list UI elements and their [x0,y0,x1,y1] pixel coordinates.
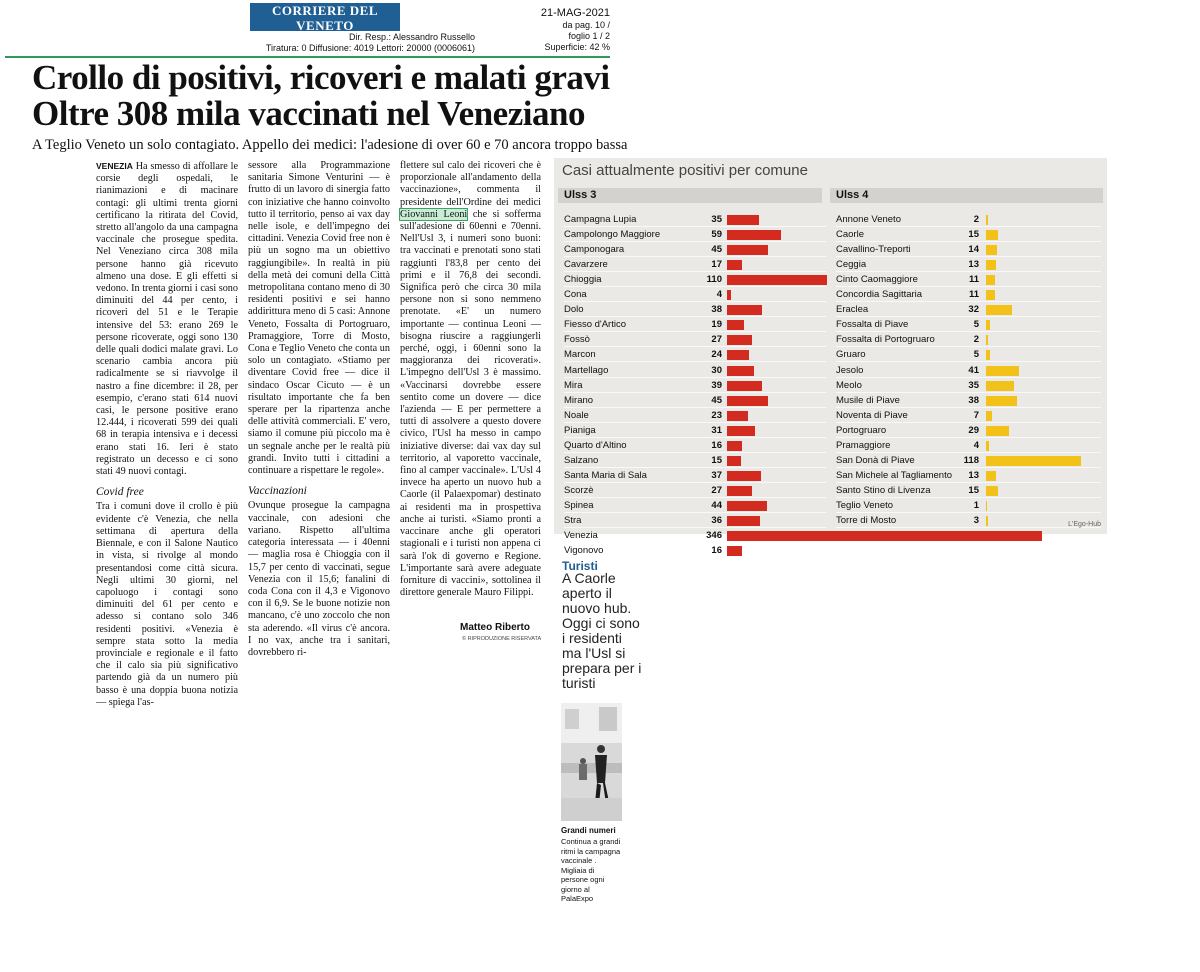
chart-category-label: San Donà di Piave [836,454,915,466]
director-line: Dir. Resp.: Alessandro Russello [348,32,475,42]
chart-value-label: 30 [711,364,722,376]
chart-value-label: 16 [711,439,722,451]
chart-row [564,333,826,347]
chart-category-label: Cona [564,289,587,301]
chart-bar [986,516,988,526]
page-from: da pag. 10 / [562,20,610,30]
column-3-paragraph-a: flettere sul calo dei ricoveri che è proporzionale all'andamento della vaccinazione», commenta il presidente dell'Ordine dei medici [400,160,541,208]
chart-bar [727,486,752,496]
chart-bar [986,320,990,330]
chart-row-divider [836,316,1101,317]
chart-category-label: Dolo [564,304,584,316]
chart-bar [727,411,748,421]
masthead-logo [250,3,400,46]
chart-bar [986,411,992,421]
sidebar-label: Turisti [562,559,598,573]
chart-category-label: Teglio Veneto [836,499,894,511]
chart-value-label: 45 [711,394,722,406]
chart-row-divider [564,256,826,257]
chart-row-divider [836,377,1101,378]
chart-row [564,288,826,302]
chart-bar [986,290,995,300]
chart-value-label: 32 [968,304,979,316]
highlighted-name: Giovanni Leoni [400,208,468,220]
chart-value-label: 37 [711,469,722,481]
photo-caption-title: Grandi numeri [561,826,616,835]
chart-category-label: Jesolo [836,364,864,376]
chart-value-label: 31 [711,424,722,436]
dateline: VENEZIA [96,161,133,171]
chart-row [836,333,1101,347]
chart-row-divider [564,497,826,498]
chart-category-label: Meolo [836,379,862,391]
chart-category-label: Mirano [564,394,594,406]
chart-bar [727,381,762,391]
sheet-number: foglio 1 / 2 [568,31,610,41]
chart-row-divider [836,437,1101,438]
column-1-paragraph-2: Tra i comuni dove il crollo è più evidente c'è Venezia, che nella settimana di apertura della Biennale, e con il Salone Nautico in vista, si rivolge al mondo presentandosi come città sicura. Negli ultimi 30 giorni, nel capoluogo i contagi sono diminuiti del 61 per cento e adesso si contano solo 346 residenti positivi. «Venezia è sempre stata sotto la media provinciale e regionale e il fatto che il calo sia più significativo partendo già da un numero più basso è una doppia buona notizia — spiega l'as- [96,501,238,708]
chart-row-divider [564,437,826,438]
chart-row-divider [836,512,1101,513]
chart-bar [986,335,988,345]
chart-row-divider [836,346,1101,347]
chart-row-divider [836,422,1101,423]
chart-value-label: 1 [973,499,979,511]
chart-value-label: 2 [973,334,979,346]
chart-row [564,364,826,378]
chart-value-label: 346 [706,530,722,542]
chart-value-label: 38 [968,394,979,406]
chart-bar [727,215,759,225]
chart-bar [986,215,988,225]
chart-value-label: 15 [711,454,722,466]
chart-bar [986,305,1012,315]
chart-bar [986,486,998,496]
chart-row [564,469,826,483]
chart-category-label: Camponogara [564,244,625,256]
chart-category-label: Campolongo Maggiore [564,229,661,241]
chart-value-label: 39 [711,379,722,391]
chart-row-divider [564,301,826,302]
article-column-3 [400,160,541,599]
chart-value-label: 35 [968,379,979,391]
chart-value-label: 35 [711,214,722,225]
chart-category-label: Musile di Piave [836,394,900,406]
article-column-1 [96,160,238,709]
chart-bar [727,471,761,481]
circulation-line: Tiratura: 0 Diffusione: 4019 Lettori: 20000 (0006061) [265,43,475,53]
column-2-paragraph-2: Ovunque prosegue la campagna vaccinale, con adesioni che variano. Rispetto all'ultima categoria interessata — i 40enni — maglia rosa è Chioggia con il 15,7 per cento di vaccinati, segue Venezia con il 15,6; fanalini di coda Cona con il 4,3 e Vigonovo con il 6,9. Se le buone notizie non mancano, c'è uno zoccolo che non sta aderendo. «Il virus c'è ancora. I no vax, anche tra i sanitari, dovrebbero ri- [248,500,390,658]
chart-category-label: Pramaggiore [836,439,891,451]
chart-category-label: Eraclea [836,304,869,316]
chart-category-label: Pianiga [564,424,596,436]
chart-row [836,439,1101,453]
chart-category-label: Santo Stino di Livenza [836,484,931,496]
chart-row [836,288,1101,302]
chart-bar [727,396,768,406]
chart-row-divider [564,467,826,468]
copyright-note: © RIPRODUZIONE RISERVATA [462,636,542,642]
chart-category-label: Cavarzere [564,259,608,271]
chart-category-label: Santa Maria di Sala [564,469,647,481]
chart-row-divider [564,422,826,423]
chart-row [836,228,1101,242]
subheading-vaccinazioni: Vaccinazioni [248,485,307,498]
chart-value-label: 13 [968,259,979,271]
positives-chart [554,158,1107,557]
chart-bar [727,516,760,526]
chart-value-label: 27 [711,334,722,346]
subheading-covid-free: Covid free [96,486,144,499]
chart-row [564,228,826,242]
chart-row-divider [564,512,826,513]
chart-row-divider [836,361,1101,362]
chart-category-label: Vigonovo [564,545,604,557]
headline-line-1: Crollo di positivi, ricoveri e malati gravi [32,58,610,97]
chart-category-label: Cavallino-Treporti [836,244,911,256]
chart-value-label: 15 [968,229,979,241]
chart-category-label: Salzano [564,454,599,466]
chart-category-label: Portogruaro [836,424,887,436]
chart-value-label: 44 [711,499,722,511]
chart-row-divider [836,241,1101,242]
chart-row [564,213,826,227]
chart-category-label: Stra [564,515,582,526]
chart-row [564,454,826,468]
chart-category-label: Caorle [836,229,864,241]
chart-row-divider [836,271,1101,272]
chart-value-label: 15 [968,484,979,496]
chart-category-label: Fiesso d'Artico [564,319,627,331]
chart-row [836,499,1101,513]
chart-category-label: Scorzè [564,484,594,496]
chart-row-divider [836,286,1101,287]
chart-category-label: Cinto Caomaggiore [836,274,918,286]
chart-category-label: Gruaro [836,349,866,361]
chart-row [836,364,1101,378]
chart-bar [727,546,742,556]
chart-bar [986,230,998,240]
chart-row [836,469,1101,483]
chart-category-label: Annone Veneto [836,214,901,225]
chart-row [564,258,826,272]
chart-value-label: 5 [973,319,979,331]
chart-bar [727,320,744,330]
chart-row-divider [836,392,1101,393]
chart-row [564,303,826,317]
chart-row-divider [836,331,1101,332]
chart-row [564,514,826,528]
chart-row [564,318,826,332]
vaccination-hub-photo [561,703,622,821]
header-page-info [505,6,610,53]
chart-bar [986,260,996,270]
chart-bar [986,350,990,360]
chart-category-label: San Michele al Tagliamento [836,469,953,481]
chart-row-divider [564,527,826,528]
chart-value-label: 16 [711,545,722,557]
chart-bar [727,275,827,285]
chart-bar [727,305,762,315]
chart-value-label: 4 [973,439,979,451]
masthead-edition: VENEZIA E MESTRE [269,32,381,46]
chart-row-divider [836,226,1101,227]
chart-row-divider [836,301,1101,302]
chart-row-divider [836,527,1101,528]
photo-caption-text: Continua a grandi ritmi la campagna vaccinale . Migliaia di persone ogni giorno al PalaExpo [561,837,621,903]
chart-row-divider [564,346,826,347]
chart-category-label: Fossalta di Piave [836,319,909,331]
chart-value-label: 11 [968,274,979,286]
chart-value-label: 7 [973,409,979,421]
chart-value-label: 23 [711,409,722,421]
chart-row-divider [564,361,826,362]
chart-row [836,303,1101,317]
chart-row [836,379,1101,393]
chart-category-label: Mira [564,379,583,391]
chart-category-label: Martellago [564,364,609,376]
chart-row [836,213,1101,227]
chart-title: Casi attualmente positivi per comune [562,162,808,179]
chart-bar [727,335,752,345]
chart-bar [986,426,1009,436]
chart-value-label: 118 [963,454,979,466]
chart-value-label: 2 [973,214,979,225]
issue-date: 21-MAG-2021 [540,7,610,19]
chart-row [564,499,826,513]
chart-row [836,409,1101,423]
chart-bar [986,396,1017,406]
chart-row-divider [564,286,826,287]
chart-row [836,348,1101,362]
chart-row [836,273,1101,287]
chart-row [836,424,1101,438]
chart-bar [727,441,742,451]
chart-row-divider [564,271,826,272]
chart-row [836,514,1101,528]
chart-value-label: 59 [711,229,722,241]
article-headline [32,60,622,132]
chart-row [564,394,826,408]
article-subhead: A Teglio Veneto un solo contagiato. Appello dei medici: l'adesione di over 60 e 70 ancora troppo bassa [32,137,628,153]
chart-category-label: Torre di Mosto [836,515,897,526]
chart-category-label: Spinea [564,499,594,511]
chart-value-label: 24 [711,349,722,361]
chart-value-label: 19 [711,319,722,331]
chart-row [564,409,826,423]
chart-value-label: 29 [968,424,979,436]
chart-row-divider [836,256,1101,257]
chart-row-divider [564,226,826,227]
chart-row-divider [564,377,826,378]
chart-row-divider [564,452,826,453]
chart-row-divider [564,557,826,558]
chart-row [564,544,826,558]
chart-category-label: Concordia Sagittaria [836,289,923,301]
chart-bar [986,275,995,285]
chart-bar [727,366,754,376]
chart-credit: L'Ego-Hub [1068,521,1101,528]
chart-bar [986,245,997,255]
headline-line-2: Oltre 308 mila vaccinati nel Veneziano [32,94,585,133]
header-meta [240,32,475,54]
chart-bar [727,501,767,511]
chart-row-divider [564,241,826,242]
chart-row [564,243,826,257]
chart-bar [727,350,749,360]
chart-category-label: Quarto d'Altino [564,439,627,451]
chart-row [564,348,826,362]
chart-row-divider [836,407,1101,408]
surface-percent: Superficie: 42 % [544,42,610,52]
column-1-paragraph-1: Ha smesso di affollare le corsie degli ospedali, le rianimazioni e di macinare contagi: gli ultimi trenta giorni certificano la ritirata del Covid, stretto all'angolo da una campagna vaccinale che prosegue spedita. Nel Veneziano circa 308 mila persone hanno già ricevuto almeno una dose. E gli effetti si vedono. In trenta giorni i casi sono diminuiti del 44 per cento, i ricoveri del 51 e le Terapie intensive del 53: erano 269 le persone ricoverate, oggi sono 130 delle quali dodici malate gravi. Lo scenario cambia ancora più radicalmente se si riavvolge il nastro a fine dicembre: il 28, per esempio, c'erano stati 614 nuovi casi, le persone positive erano 12.444, i ricoverati 599 dei quali 68 in terapia intensiva e i decessi erano stati 16. Ieri è stato registrato un decesso e ci sono stati 49 nuovi contagi. [96,161,239,478]
chart-bar [986,456,1081,466]
chart-row [836,243,1101,257]
chart-category-label: Fossò [564,334,590,346]
chart-row [836,258,1101,272]
byline: Matteo Riberto [460,622,530,633]
chart-row [564,273,826,287]
chart-value-label: 27 [711,484,722,496]
article-column-2 [248,160,390,659]
chart-row [836,454,1101,468]
chart-row-divider [564,316,826,317]
chart-row-divider [836,497,1101,498]
chart-value-label: 36 [711,515,722,526]
chart-category-label: Marcon [564,349,596,361]
masthead-name: CORRIERE DEL VENETO [271,3,379,33]
sidebar-text: A Caorle aperto il nuovo hub. Oggi ci sono i residenti ma l'Usl si prepara per i turisti [562,570,642,691]
chart-row-divider [564,542,826,543]
chart-row [564,424,826,438]
chart-category-label: Campagna Lupia [564,214,637,225]
chart-row [564,529,826,543]
chart-value-label: 45 [711,244,722,256]
chart-category-label: Noale [564,409,589,421]
panel-header-ulss4: Ulss 4 [830,188,1103,203]
chart-row [564,439,826,453]
chart-row-divider [564,392,826,393]
chart-bar [986,441,989,451]
chart-bar [727,456,741,466]
chart-value-label: 41 [968,364,979,376]
chart-row-divider [836,452,1101,453]
chart-bar [986,366,1019,376]
chart-row [836,394,1101,408]
chart-category-label: Ceggia [836,259,867,271]
chart-bar [986,471,996,481]
chart-bar [727,290,731,300]
chart-row-divider [564,407,826,408]
chart-bar [986,501,987,511]
panel-header-ulss3: Ulss 3 [558,188,822,203]
column-2-paragraph-1: sessore alla Programmazione sanitaria Simone Venturini — è frutto di un lavoro di sinergia fatto con iniziative che hanno coinvolto tutto il territorio, penso ai vax day nelle isole, e dell'impegno dei cittadini. Venezia Covid free non è più un sogno ma un obiettivo raggiungibile». In realtà in più della metà dei comuni della Città metropolitana contano meno di 30 residenti positivi e sei hanno addirittura meno di 5 casi: Annone Veneto, Fossalta di Portogruaro, Pramaggiore, Torre di Mosto, Cona e Teglio Veneto che conta un solo un contagiato. «Stiamo per diventare Covid free — dice il sindaco Oscar Cicuto — è un risultato importante che fa ben sperare per la ripartenza anche delle attività commerciali. E' vero, siamo il comune più piccolo ma è un segnale anche per le realtà più grandi. Invito tutti i cittadini a continuare a rispettare le regole». [248,160,390,477]
chart-value-label: 14 [968,244,979,256]
chart-bar [727,426,755,436]
chart-row [564,484,826,498]
chart-row-divider [836,467,1101,468]
chart-category-label: Chioggia [564,274,602,286]
chart-row [836,318,1101,332]
chart-bar [727,230,781,240]
chart-bar [727,245,768,255]
chart-category-label: Noventa di Piave [836,409,908,421]
chart-bar [727,260,742,270]
chart-value-label: 110 [706,274,722,286]
chart-row-divider [836,482,1101,483]
chart-category-label: Venezia [564,530,598,542]
chart-category-label: Fossalta di Portogruaro [836,334,935,346]
chart-value-label: 38 [711,304,722,316]
chart-bar [986,381,1014,391]
chart-value-label: 5 [973,349,979,361]
chart-value-label: 11 [968,289,979,301]
chart-bar [727,531,1042,541]
chart-value-label: 4 [716,289,722,301]
chart-value-label: 17 [711,259,722,271]
chart-row [564,379,826,393]
chart-row-divider [564,331,826,332]
column-3-paragraph-b: che si sofferma sull'adesione di 60enni e 70enni. Nell'Usl 3, i numeri sono buoni: tra vaccinati e prenotati sono stati raggiunti l'83,8 per cento dei primi e il 76,8 dei secondi. Significa però che circa 30 mila persone non si sono nemmeno prenotate. «E' un numero importante — continua Leoni — bisogna riuscire a raggiungerli perché, oggi, i 60enni sono la maggioranza dei ricoverati». L'impegno dell'Usl 3 è massimo. «Vaccinarsi dovrebbe essere sentito come un dovere — dice l'azienda — E per permettere a tutti di assolvere a questo dovere civico, l'Usl ha messo in campo iniziative diverse: dai vax day sul territorio, al vaporetto vaccinale, fino al camper vaccinale». L'Usl 4 invece ha aperto un nuovo hub a Caorle (il Palaexpomar) destinato ai residenti ma in prospettiva anche ai turisti. «Siamo pronti a vaccinare anche gli operatori stagionali e i turisti non appena ci sarà l'ok di governo e Regione. L'importante sarà avere adeguate forniture di vaccini», sottolinea il direttore generale Mauro Filippi. [400,208,542,599]
chart-row [836,484,1101,498]
chart-row-divider [564,482,826,483]
chart-value-label: 3 [973,515,979,526]
chart-value-label: 13 [968,469,979,481]
